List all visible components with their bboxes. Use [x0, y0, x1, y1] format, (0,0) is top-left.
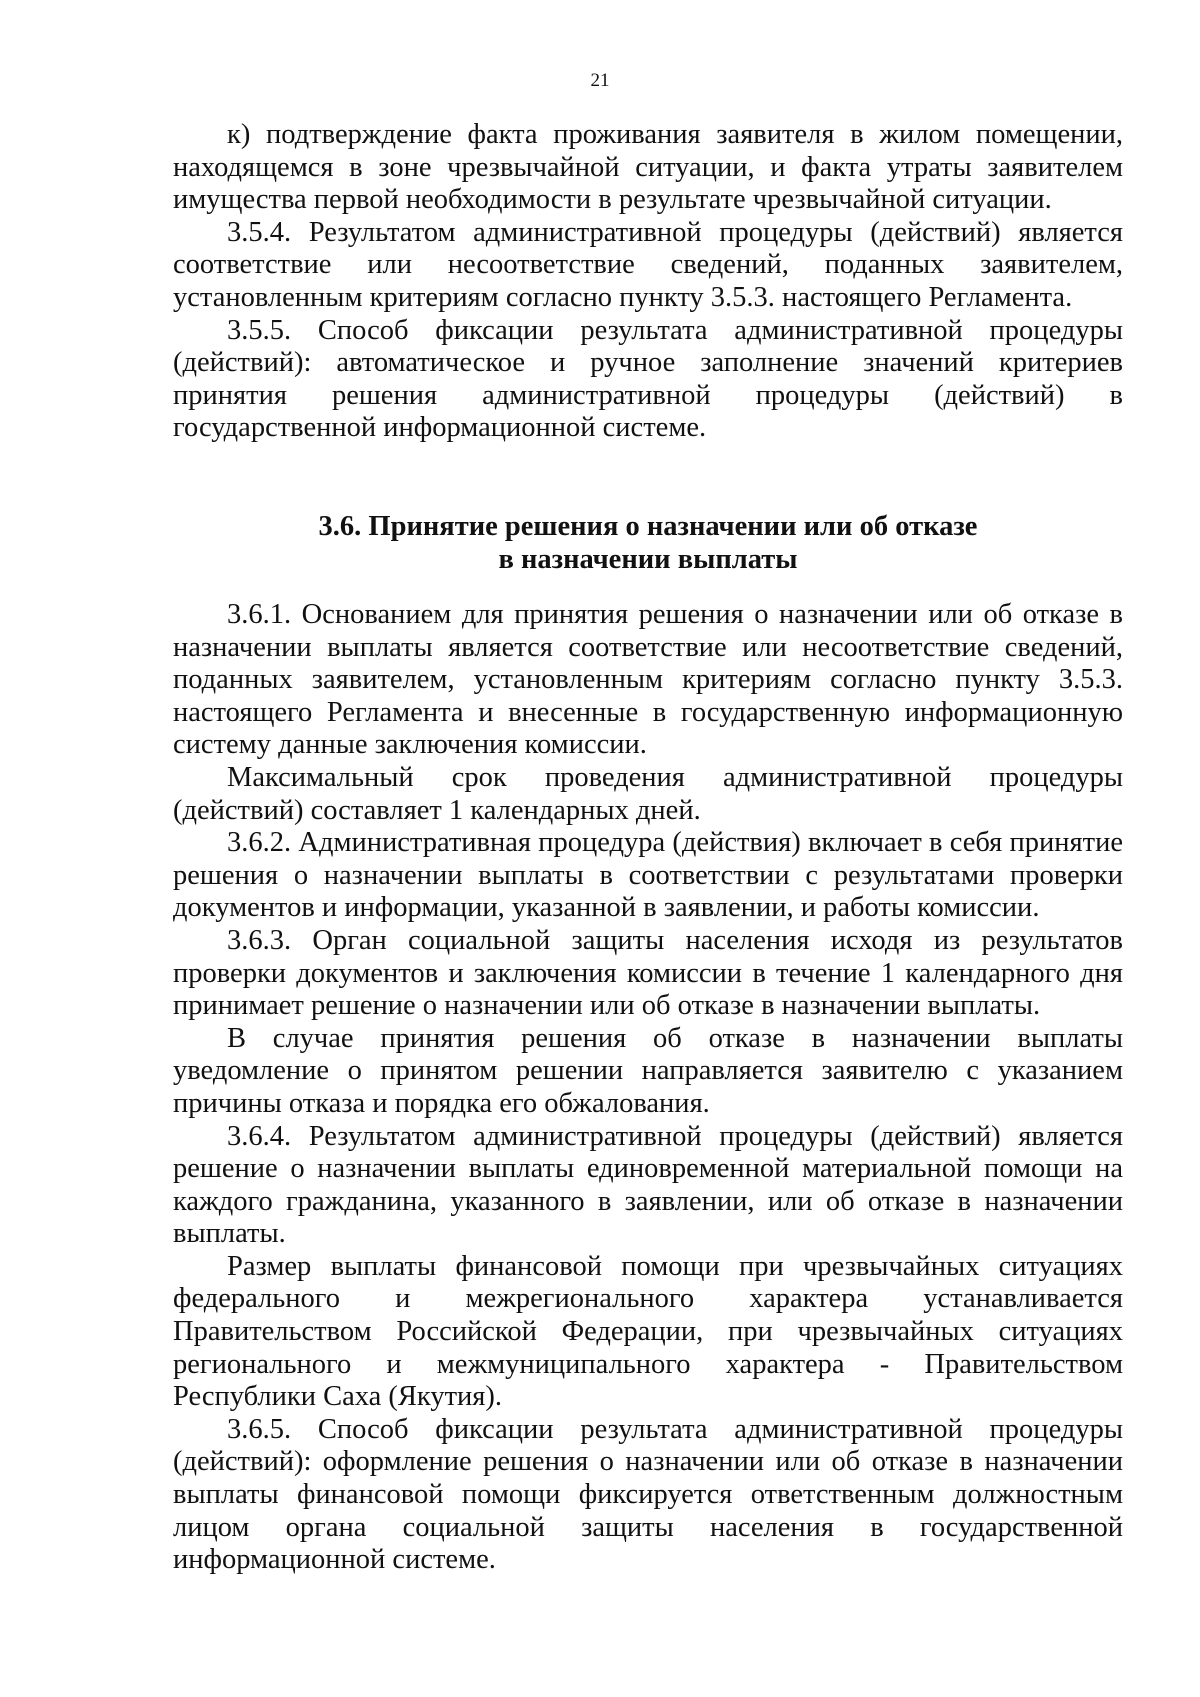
- paragraph-3-6-2: 3.6.2. Административная процедура (действия) включает в себя принятие решения о назначении выплаты в соответствии с результатами проверки документов и информации, указанной в заявлении, и работы комиссии.: [173, 827, 1123, 924]
- paragraph-3-6-4: 3.6.4. Результатом административной процедуры (действий) является решение о назначении выплаты единовременной материальной помощи на каждого гражданина, указанного в заявлении, или об отказе в назначении выплаты.: [173, 1120, 1123, 1250]
- paragraph-3-6-5: 3.6.5. Способ фиксации результата административной процедуры (действий): оформление решения о назначении или об отказе в назначении выплаты финансовой помощи фиксируется ответственным должностным лицом органа социальной защиты населения в государственной информационной системе.: [173, 1413, 1123, 1576]
- paragraph-3-5-3k: к) подтверждение факта проживания заявителя в жилом помещении, находящемся в зоне чрезвычайной ситуации, и факта утраты заявителем имущества первой необходимости в результате чрезвычайной ситуации.: [173, 119, 1123, 216]
- paragraph-max-term: Максимальный срок проведения административной процедуры (действий) составляет 1 календарных дней.: [173, 761, 1123, 826]
- page-number: 21: [590, 70, 610, 91]
- section-text-block: [173, 599, 1123, 1577]
- top-text-block: [173, 119, 1123, 445]
- paragraph-payment-amount: Размер выплаты финансовой помощи при чрезвычайных ситуациях федерального и межрегионального характера устанавливается Правительством Российской Федерации, при чрезвычайных ситуациях регионального и межмуниципального характера - Правительством Республики Саха (Якутия).: [173, 1250, 1123, 1413]
- paragraph-3-5-5: 3.5.5. Способ фиксации результата административной процедуры (действий): автоматическое и ручное заполнение значений критериев принятия решения административной процедуры (действий) в государственной информационной системе.: [173, 314, 1123, 444]
- paragraph-refusal-notice: В случае принятия решения об отказе в назначении выплаты уведомление о принятом решении направляется заявителю с указанием причины отказа и порядка его обжалования.: [173, 1022, 1123, 1119]
- paragraph-3-6-1: 3.6.1. Основанием для принятия решения о назначении или об отказе в назначении выплаты является соответствие или несоответствие сведений, поданных заявителем, установленным критериям согласно пункту 3.5.3. настоящего Регламента и внесенные в государственную информационную систему данные заключения комиссии.: [173, 599, 1123, 761]
- paragraph-3-5-4: 3.5.4. Результатом административной процедуры (действий) является соответствие или несоответствие сведений, поданных заявителем, установленным критериям согласно пункту 3.5.3. настоящего Регламента.: [173, 216, 1123, 313]
- paragraph-3-6-3: 3.6.3. Орган социальной защиты населения исходя из результатов проверки документов и заключения комиссии в течение 1 календарного дня принимает решение о назначении или об отказе в назначении выплаты.: [173, 924, 1123, 1022]
- section-heading-line-1: 3.6. Принятие решения о назначении или об отказе: [318, 511, 978, 542]
- section-heading-line-2: в назначении выплаты: [498, 543, 798, 575]
- section-heading: [173, 511, 1123, 576]
